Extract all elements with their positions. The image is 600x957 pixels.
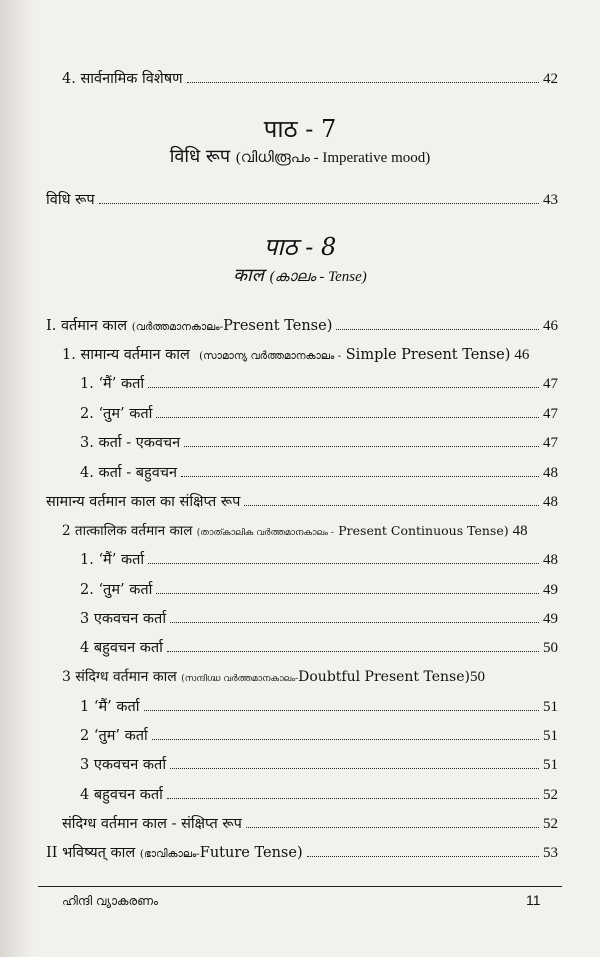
toc-entry[interactable] [80,433,558,455]
chapter-title-subtitle: (കാലം - Tense) [269,269,367,285]
toc-entry[interactable] [80,638,558,660]
toc-entry-page: 51 [543,699,558,715]
toc-entry-label: 1 ‘मैं’ कर्ता [80,699,140,715]
toc-entry-label: 4 बहुवचन कर्ता [80,640,163,656]
toc-entry-label: 4 बहुवचन कर्ता [80,787,163,803]
toc-entry-page: 48 [543,465,558,481]
running-footer-title: ഹിന്ദി വ്യാകരണം [62,894,159,908]
dot-leader [170,622,539,623]
toc-entry[interactable] [80,374,558,396]
toc-entry[interactable] [80,463,558,485]
toc-entry-label: II भविष्यत् काल (ഭാവികാലം-Future Tense) [46,845,303,861]
toc-entry[interactable] [62,69,558,91]
toc-entry[interactable] [62,667,558,689]
toc-entry-page: 47 [543,406,558,422]
toc-entry-page: 49 [543,611,558,627]
chapter-number: पाठ - 8 [263,233,337,261]
toc-entry[interactable] [80,697,558,719]
toc-entry-label: 2 ‘तुम’ कर्ता [80,728,148,744]
toc-entry-label: 3 एकवचन कर्ता [80,611,167,627]
toc-entry-page: 52 [543,787,558,803]
toc-entry[interactable] [62,521,558,543]
toc-entry-page: 53 [543,845,558,861]
toc-entry-label: 3 एकवचन कर्ता [80,757,167,773]
toc-entry-label: 2. ‘तुम’ कर्ता [80,406,153,422]
toc-entry-page: 48 [512,523,528,539]
toc-entry-label: 2. ‘तुम’ कर्ता [80,582,153,598]
dot-leader [156,593,539,594]
toc-entry[interactable] [80,580,558,602]
dot-leader [170,768,539,769]
dot-leader [336,329,539,330]
toc-entry-label: 1. ‘मैं’ कर्ता [80,376,145,392]
dot-leader [184,446,539,447]
dot-leader [167,651,539,652]
chapter-title-subtitle: (വിധിരൂപം - Imperative mood) [235,150,431,166]
dot-leader [148,563,539,564]
toc-entry[interactable] [46,492,558,514]
dot-leader [246,827,539,828]
toc-entry-label: 2 तात्कालिक वर्तमान काल (താത്കാലിക വർത്തമാനകാലം - Present Continuous Tense) [62,523,509,539]
toc-entry-page: 47 [543,376,558,392]
toc-entry[interactable] [62,814,558,836]
chapter-number: पाठ - 7 [263,115,337,143]
toc-entry[interactable] [46,190,558,212]
chapter-title [0,144,600,171]
toc-entry-page: 47 [543,435,558,451]
toc-entry-page: 51 [543,757,558,773]
toc-entry-page: 48 [543,552,558,568]
toc-entry-page: 49 [543,582,558,598]
toc-entry-label: 3. कर्ता - एकवचन [80,435,181,451]
dot-leader [307,856,539,857]
footer-rule [38,886,562,887]
toc-entry-label: संदिग्ध वर्तमान काल - संक्षिप्त रूप [62,816,242,832]
dot-leader [156,417,539,418]
toc-entry-label: I. वर्तमान काल (വർത്തമാനകാലം-Present Tense) [46,318,333,334]
page-number: 11 [526,892,541,908]
toc-entry[interactable] [80,755,558,777]
toc-entry-label: 1. ‘मैं’ कर्ता [80,552,145,568]
toc-entry[interactable] [46,843,558,865]
toc-entry[interactable] [80,550,558,572]
toc-entry-label: सामान्य वर्तमान काल का संक्षिप्त रूप [46,494,241,510]
toc-entry-page: 46 [514,347,530,363]
dot-leader [152,739,539,740]
toc-entry[interactable] [80,609,558,631]
chapter-title [0,263,600,290]
toc-entry-page: 50 [543,640,558,656]
toc-entry-label: 4. कर्ता - बहुवचन [80,465,178,481]
toc-entry-page: 46 [543,318,558,334]
toc-entry[interactable] [80,404,558,426]
chapter-title-hindi: काल [233,265,264,286]
toc-entry-label: 4. सार्वनामिक विशेषण [62,71,183,87]
toc-entry-label: विधि रूप [46,192,95,208]
toc-entry[interactable] [80,726,558,748]
toc-entry[interactable] [80,785,558,807]
dot-leader [144,710,540,711]
toc-entry[interactable] [62,345,558,367]
dot-leader [181,476,539,477]
toc-entry-page: 48 [543,494,558,510]
dot-leader [187,82,539,83]
toc-entry-label: 3 संदिग्ध वर्तमान काल (സന്ദിഗ്ദ്ധ വർത്തമാനകാലം-Doubtful Present Tense) [62,669,470,685]
dot-leader [99,203,539,204]
dot-leader [167,798,539,799]
dot-leader [244,505,539,506]
dot-leader [148,387,539,388]
toc-entry-page: 52 [543,816,558,832]
chapter-title-hindi: विधि रूप [169,146,231,167]
toc-entry-page: 42 [543,71,558,87]
toc-entry[interactable] [46,316,558,338]
toc-entry-label: 1. सामान्य वर्तमान काल (സാമാന്യ വർത്തമാനകാലം - Simple Present Tense) [62,347,511,363]
toc-entry-page: 43 [543,192,558,208]
toc-entry-page: 51 [543,728,558,744]
toc-entry-page: 50 [469,669,485,685]
